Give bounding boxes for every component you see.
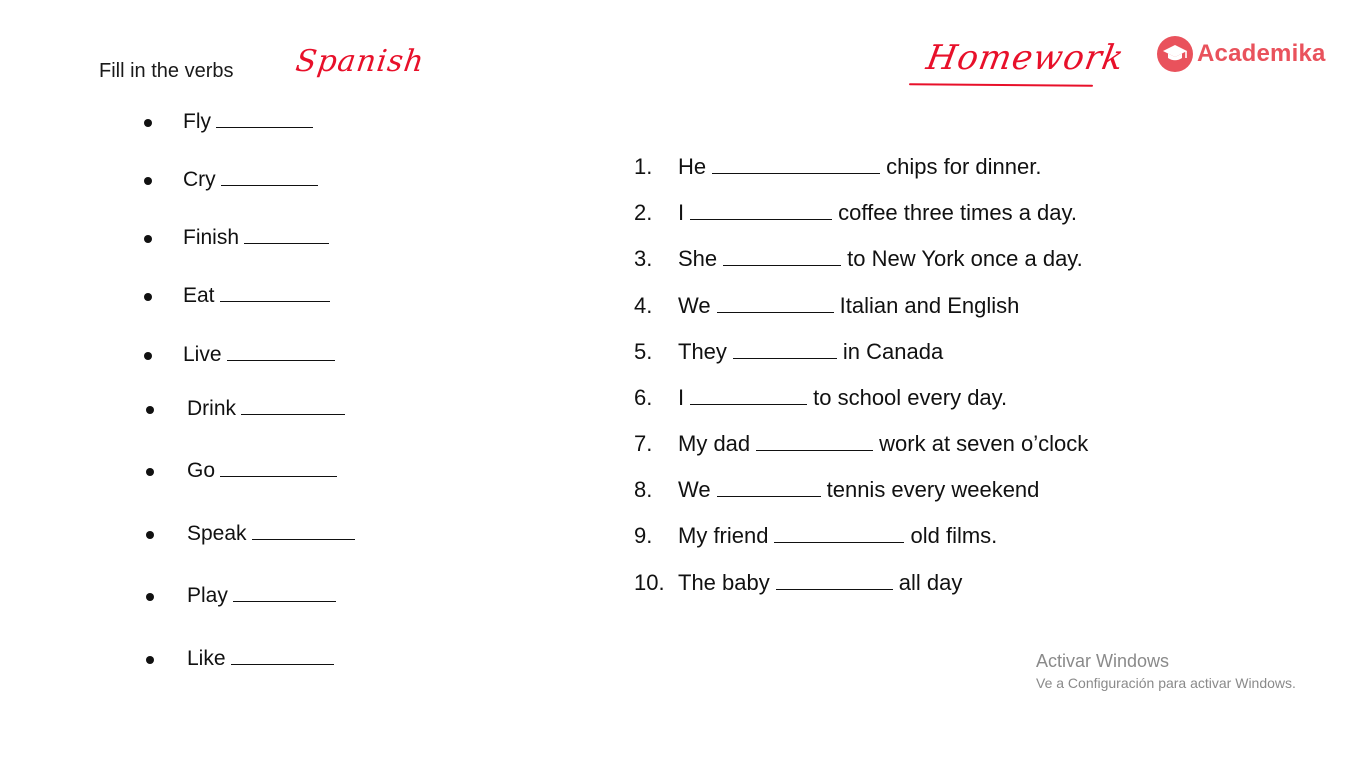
answer-blank[interactable] [227,359,335,361]
verb-word: Fly [183,110,211,133]
sentence-number: 10. [634,570,665,595]
sentence-number: 2. [634,200,653,225]
sentence-after: Italian and English [839,293,1020,318]
answer-blank[interactable] [733,357,837,359]
verb-word: Finish [183,226,240,249]
sentence-number: 6. [634,385,653,410]
sentence-before: My dad [678,431,751,456]
verb-item [187,647,334,671]
sentence-item [634,431,1088,457]
sentence-before: I [678,385,685,410]
sentence-item [634,339,943,365]
verb-word: Cry [183,168,216,191]
answer-blank[interactable] [220,475,337,477]
page-title: Fill in the verbs [99,60,234,82]
watermark-title: Activar Windows [1036,651,1170,671]
answer-blank[interactable] [220,300,330,302]
verb-item [183,226,329,250]
bullet-icon [146,406,154,414]
graduation-cap-icon [1157,36,1193,72]
sentence-after: coffee three times a day. [838,200,1077,225]
bullet-icon [144,235,152,243]
sentence-after: all day [898,570,963,595]
bullet-icon [144,119,152,127]
handwritten-homework-annotation: Homework [923,38,1128,78]
verb-word: Play [187,584,228,607]
verb-word: Live [183,343,222,366]
sentence-item [634,200,1077,226]
sentence-after: old films. [910,523,998,548]
answer-blank[interactable] [717,495,821,497]
sentence-before: She [678,246,718,271]
answer-blank[interactable] [690,403,807,405]
sentence-item [634,570,962,596]
verb-word: Eat [183,284,215,307]
sentence-number: 4. [634,293,653,318]
logo-text: Academika [1197,40,1326,67]
answer-blank[interactable] [776,588,893,590]
verb-item [183,168,318,192]
bullet-icon [144,177,152,185]
verb-word: Speak [187,522,247,545]
sentence-item [634,154,1041,180]
sentence-number: 5. [634,339,653,364]
sentence-number: 1. [634,154,653,179]
sentence-before: We [678,477,711,502]
verb-item [183,284,330,308]
verb-item [187,397,345,421]
bullet-icon [144,352,152,360]
sentence-number: 9. [634,523,653,548]
sentence-after: work at seven o’clock [879,431,1089,456]
answer-blank[interactable] [241,413,345,415]
sentence-after: to school every day. [813,385,1008,410]
sentence-before: I [678,200,685,225]
sentence-item [634,293,1019,319]
verb-item [183,110,313,134]
academika-logo [1157,36,1326,72]
watermark-subtitle: Ve a Configuración para activar Windows. [1036,675,1296,691]
answer-blank[interactable] [690,218,832,220]
bullet-icon [146,468,154,476]
sentence-after: to New York once a day. [847,246,1083,271]
verb-item [187,522,355,546]
verb-item [183,343,335,367]
sentence-before: We [678,293,711,318]
verb-word: Drink [187,397,237,420]
windows-activation-watermark [1036,651,1296,691]
sentence-number: 3. [634,246,653,271]
bullet-icon [146,531,154,539]
answer-blank[interactable] [717,311,834,313]
sentence-item [634,385,1007,411]
answer-blank[interactable] [723,264,841,266]
sentence-after: tennis every weekend [826,477,1040,502]
sentence-before: My friend [678,523,769,548]
sentence-number: 8. [634,477,653,502]
answer-blank[interactable] [252,538,355,540]
homework-underline [909,83,1093,87]
sentence-item [634,523,997,549]
bullet-icon [144,293,152,301]
verb-item [187,459,337,483]
answer-blank[interactable] [231,663,334,665]
sentence-before: They [678,339,727,364]
verb-word: Like [187,647,226,670]
answer-blank[interactable] [233,600,336,602]
bullet-icon [146,593,154,601]
sentence-before: The baby [678,570,770,595]
answer-blank[interactable] [712,172,880,174]
answer-blank[interactable] [216,126,313,128]
answer-blank[interactable] [221,184,318,186]
verb-item [187,584,336,608]
sentence-before: He [678,154,707,179]
sentence-item [634,477,1039,503]
verb-word: Go [187,459,216,482]
answer-blank[interactable] [774,541,904,543]
sentence-number: 7. [634,431,653,456]
handwritten-spanish-annotation: Spanish [293,44,427,79]
sentence-item [634,246,1083,272]
bullet-icon [146,656,154,664]
answer-blank[interactable] [756,449,873,451]
sentence-after: chips for dinner. [886,154,1042,179]
sentence-after: in Canada [842,339,944,364]
answer-blank[interactable] [244,242,329,244]
